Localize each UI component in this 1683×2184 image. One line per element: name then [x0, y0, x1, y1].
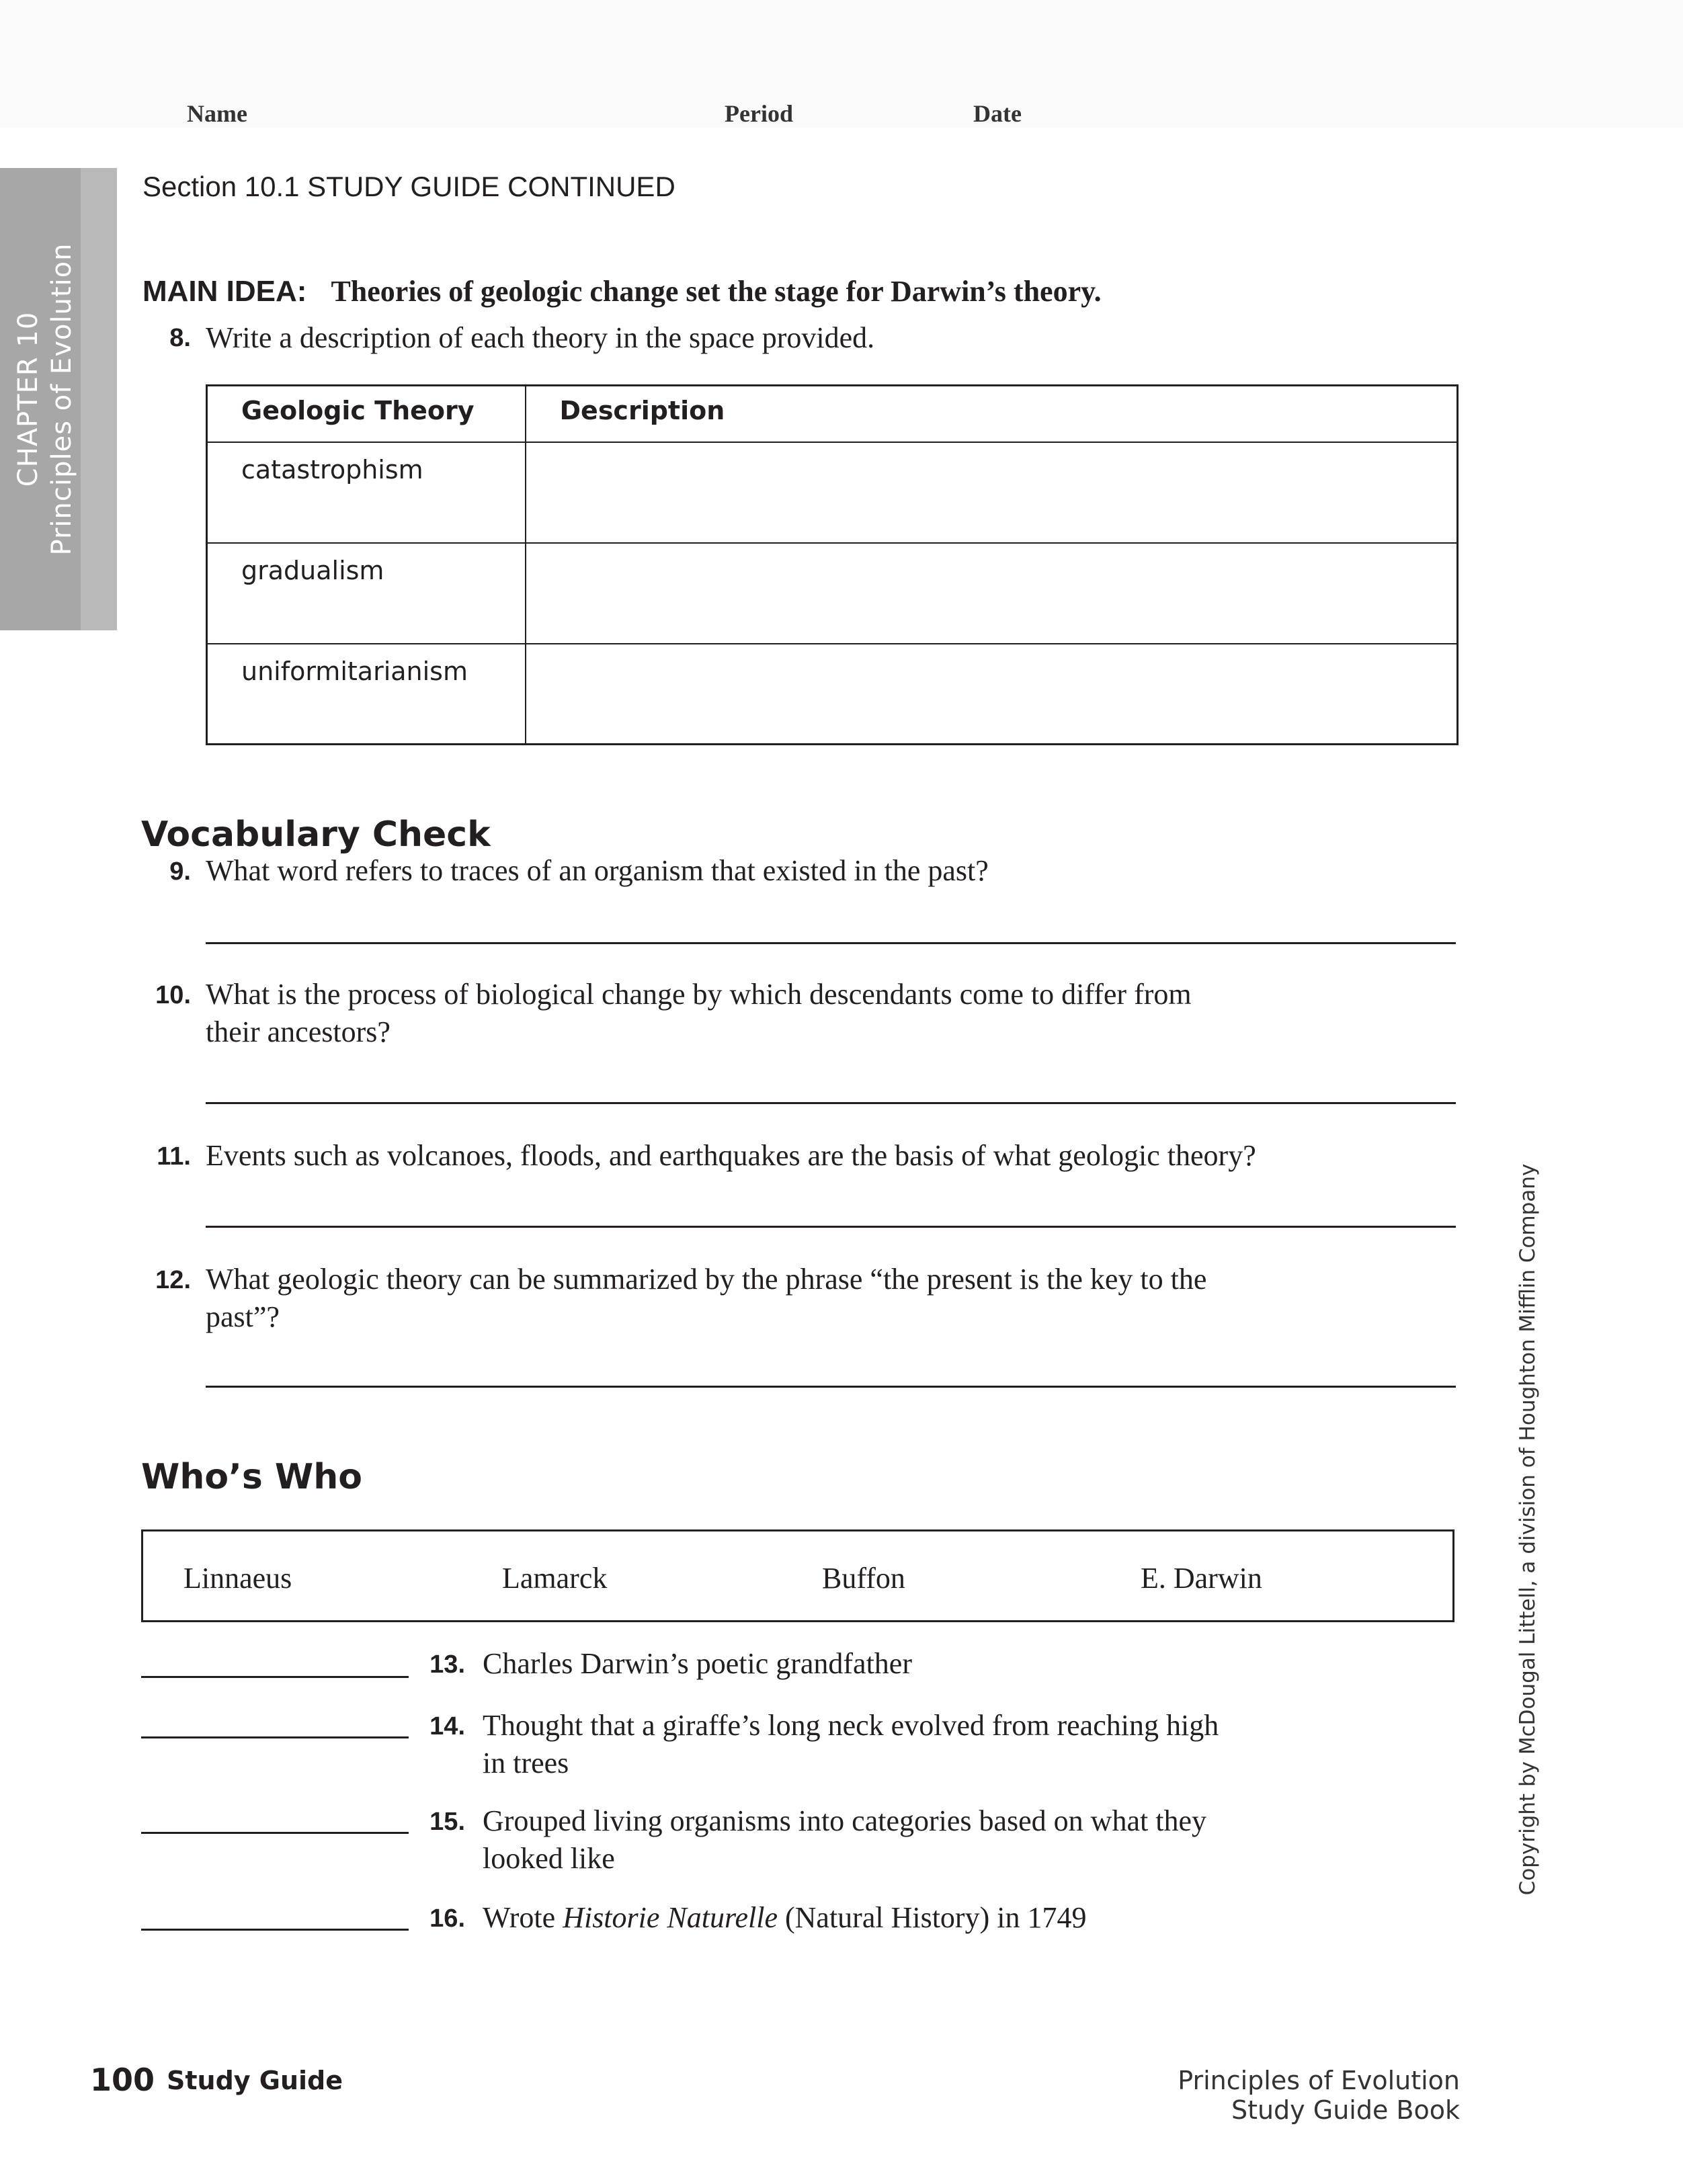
item14-line1: Thought that a giraffe’s long neck evolved from reaching high — [483, 1709, 1219, 1742]
q11-text — [206, 1137, 1256, 1175]
main-idea-label: MAIN IDEA: — [142, 275, 307, 308]
q9-answer-line[interactable] — [206, 942, 1456, 944]
footer-book-title: Study Guide Book — [1231, 2095, 1460, 2125]
description-cell[interactable] — [526, 543, 1458, 644]
item14-line2: in trees — [483, 1747, 569, 1779]
q11-number: 11. — [157, 1142, 191, 1171]
q10-line2: their ancestors? — [206, 1015, 391, 1048]
q9-text — [206, 852, 989, 890]
item16-answer-blank[interactable] — [141, 1929, 409, 1931]
item13-line1: Charles Darwin’s poetic grandfather — [483, 1647, 912, 1680]
name-label: Name — [187, 100, 247, 127]
q10-answer-line[interactable] — [206, 1102, 1456, 1104]
q12-number: 12. — [155, 1266, 191, 1294]
table-row — [207, 543, 1458, 644]
theory-cell: gradualism — [207, 543, 526, 644]
geologic-theory-table — [206, 384, 1459, 745]
item13-answer-blank[interactable] — [141, 1676, 409, 1678]
q9-number: 9. — [169, 857, 191, 886]
item13-text — [483, 1645, 912, 1683]
item16-pre: Wrote — [483, 1901, 563, 1934]
section-title: Section 10.1 STUDY GUIDE CONTINUED — [142, 171, 675, 202]
q12-text — [206, 1261, 1206, 1336]
footer-chapter-title: Principles of Evolution — [1178, 2066, 1460, 2095]
table-row — [207, 644, 1458, 745]
q8-text: Write a description of each theory in the space provided. — [206, 321, 875, 354]
footer-label: Study Guide — [167, 2066, 343, 2095]
q10-number: 10. — [155, 981, 191, 1009]
q10-text — [206, 976, 1192, 1051]
chapter-tab-text — [11, 168, 106, 630]
q12-line2: past”? — [206, 1300, 280, 1333]
q11-line1: Events such as volcanoes, floods, and earthquakes are the basis of what geologic theory? — [206, 1139, 1256, 1172]
date-label: Date — [973, 100, 1022, 127]
table-row — [207, 442, 1458, 543]
table-header-row — [207, 386, 1458, 442]
item15-number: 15. — [429, 1808, 465, 1836]
name-bank-item: E. Darwin — [1141, 1562, 1262, 1595]
item15-answer-blank[interactable] — [141, 1832, 409, 1834]
theory-cell: uniformitarianism — [207, 644, 526, 745]
item16-text — [483, 1899, 1086, 1937]
item15-text — [483, 1802, 1206, 1878]
name-bank-box — [141, 1529, 1454, 1622]
item16-book-title: Historie Naturelle — [563, 1901, 778, 1934]
col-header-description: Description — [526, 386, 1458, 442]
copyright-notice: Copyright by McDougal Littell, a division of Houghton Mifflin Company — [1516, 1163, 1540, 1896]
vocabulary-heading: Vocabulary Check — [141, 814, 491, 855]
item16-post: (Natural History) in 1749 — [777, 1901, 1087, 1934]
q12-answer-line[interactable] — [206, 1386, 1456, 1388]
item15-line1: Grouped living organisms into categories based on what they — [483, 1804, 1206, 1837]
item14-number: 14. — [429, 1712, 465, 1740]
theory-cell: catastrophism — [207, 442, 526, 543]
name-bank-item: Lamarck — [502, 1562, 608, 1595]
item16-number: 16. — [429, 1904, 465, 1933]
q9-line1: What word refers to traces of an organism that existed in the past? — [206, 854, 989, 887]
page-number: 100 — [90, 2062, 155, 2098]
item15-line2: looked like — [483, 1842, 615, 1875]
q10-line1: What is the process of biological change by which descendants come to differ from — [206, 978, 1192, 1011]
q11-answer-line[interactable] — [206, 1226, 1456, 1228]
main-idea-text: Theories of geologic change set the stage for Darwin’s theory. — [331, 275, 1102, 308]
item14-answer-blank[interactable] — [141, 1736, 409, 1738]
item14-text — [483, 1707, 1219, 1782]
main-idea — [142, 274, 1102, 308]
q8-number: 8. — [169, 324, 191, 352]
item13-number: 13. — [429, 1650, 465, 1679]
chapter-number: CHAPTER 10 — [13, 311, 44, 487]
period-label: Period — [725, 100, 793, 127]
whos-who-heading: Who’s Who — [141, 1457, 363, 1497]
description-cell[interactable] — [526, 442, 1458, 543]
name-bank-item: Buffon — [822, 1562, 905, 1595]
chapter-title: Principles of Evolution — [46, 243, 77, 556]
header-band — [0, 0, 1683, 128]
col-header-theory: Geologic Theory — [207, 386, 526, 442]
description-cell[interactable] — [526, 644, 1458, 745]
q12-line1: What geologic theory can be summarized by the phrase “the present is the key to the — [206, 1263, 1207, 1296]
name-bank-item: Linnaeus — [183, 1562, 292, 1595]
